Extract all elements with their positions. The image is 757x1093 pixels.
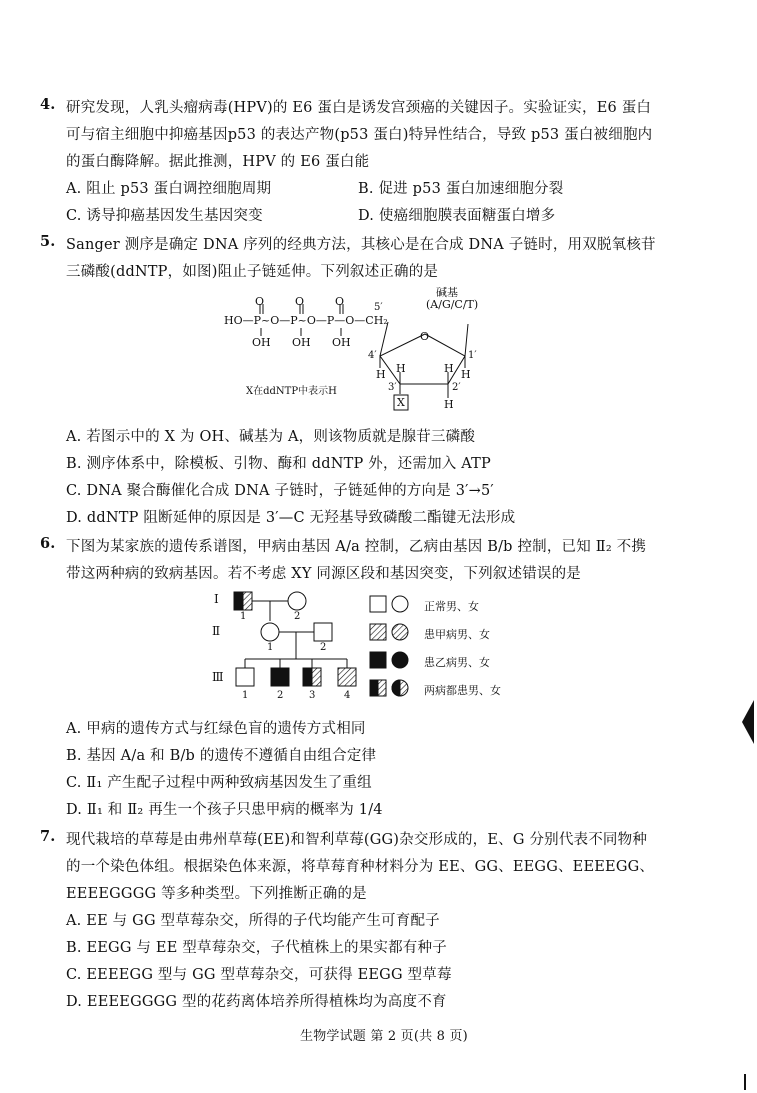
- question-4-option-c: C. 诱导抑癌基因发生基因突变: [66, 208, 263, 224]
- question-6-line-1: 下图为某家族的遗传系谱图，甲病由基因 A/a 控制，乙病由基因 B/b 控制，已知 Ⅱ₂ 不携: [66, 539, 647, 555]
- question-5-line-2: 三磷酸(ddNTP，如图)阻止子链延伸。下列叙述正确的是: [66, 264, 439, 280]
- question-6-option-c: C. Ⅱ₁ 产生配子过程中两种致病基因发生了重组: [66, 775, 372, 791]
- question-7-option-c: C. EEEEGG 型与 GG 型草莓杂交，可获得 EEGG 型草莓: [66, 967, 452, 983]
- gen1-number-2: 2: [294, 611, 301, 622]
- legend-normal: 正常男、女: [424, 600, 479, 613]
- phosphate-oh-2: OH: [292, 336, 311, 349]
- phosphate-oxygen-1: O: [255, 295, 265, 308]
- gen3-number-4: 4: [344, 690, 351, 701]
- gen1-number-1: 1: [240, 611, 247, 622]
- carbon-1-h: H: [461, 368, 471, 381]
- gen3-number-1: 1: [242, 690, 249, 701]
- pedigree-legend: [368, 592, 528, 704]
- legend-both-diseases: 两病都患男、女: [424, 684, 501, 697]
- question-7-option-a: A. EE 与 GG 型草莓杂交，所得的子代均能产生可育配子: [66, 913, 440, 929]
- question-4-option-d: D. 使癌细胞膜表面糖蛋白增多: [358, 208, 556, 224]
- carbon-4-h: H: [376, 368, 386, 381]
- question-7-line-1: 现代栽培的草莓是由弗州草莓(EE)和智利草莓(GG)杂交形成的，E、G 分别代表不同物种: [66, 832, 648, 848]
- legend-symbols-svg: [368, 592, 418, 704]
- base-options-label: (A/G/C/T): [426, 298, 479, 311]
- question-6-option-d: D. Ⅱ₁ 和 Ⅱ₂ 再生一个孩子只患甲病的概率为 1/4: [66, 802, 383, 818]
- generation-1-label: Ⅰ: [214, 592, 219, 606]
- question-5-option-c: C. DNA 聚合酶催化合成 DNA 子链时，子链延伸的方向是 3′→5′: [66, 483, 494, 499]
- legend-disease-yi: 患乙病男、女: [424, 656, 490, 669]
- question-5-number: 5.: [40, 233, 56, 250]
- gen2-number-2: 2: [320, 642, 327, 653]
- question-5-option-a: A. 若图示中的 X 为 OH、碱基为 A，则该物质就是腺苷三磷酸: [66, 429, 476, 445]
- carbon-4-label: 4′: [368, 350, 377, 361]
- phosphate-chain-label: HO—P~O—P~O—P—O—CH₂: [224, 314, 388, 327]
- question-5-option-b: B. 测序体系中，除模板、引物、酶和 ddNTP 外，还需加入 ATP: [66, 456, 491, 472]
- base-label: 碱基: [436, 286, 458, 299]
- carbon-5-label: 5′: [374, 302, 383, 313]
- question-7-line-2: 的一个染色体组。根据染色体来源，将草莓育种材料分为 EE、GG、EEGG、EEEEGG、: [66, 859, 655, 875]
- question-7-line-3: EEEEGGGG 等多种类型。下列推断正确的是: [66, 886, 367, 902]
- question-4-option-b: B. 促进 p53 蛋白加速细胞分裂: [358, 181, 564, 197]
- question-7-number: 7.: [40, 828, 56, 845]
- carbon-3-label: 3′: [388, 382, 397, 393]
- question-4-line-2: 可与宿主细胞中抑癌基因p53 的表达产物(p53 蛋白)特异性结合，导致 p53 蛋白被细胞内: [66, 127, 653, 143]
- pedigree-chart: [210, 588, 370, 710]
- gen2-number-1: 1: [267, 642, 274, 653]
- phosphate-oh-1: OH: [252, 336, 271, 349]
- question-6-number: 6.: [40, 535, 56, 552]
- question-7-option-b: B. EEGG 与 EE 型草莓杂交，子代植株上的果实都有种子: [66, 940, 447, 956]
- legend-disease-jia: 患甲病男、女: [424, 628, 490, 641]
- binding-triangle-mark: [740, 700, 754, 744]
- x-group-label: X: [397, 396, 405, 409]
- phosphate-oxygen-2: O: [295, 295, 305, 308]
- generation-2-label: Ⅱ: [212, 624, 221, 638]
- edge-tick-mark: [744, 1074, 746, 1090]
- question-4-line-3: 的蛋白酶降解。据此推测，HPV 的 E6 蛋白能: [66, 154, 370, 170]
- question-6-option-a: A. 甲病的遗传方式与红绿色盲的遗传方式相同: [66, 721, 366, 737]
- ring-oxygen-label: O: [420, 330, 430, 343]
- generation-3-label: Ⅲ: [212, 670, 224, 684]
- question-5-option-d: D. ddNTP 阻断延伸的原因是 3′—C 无羟基导致磷酸二酯键无法形成: [66, 510, 516, 526]
- ddntp-structure-figure: [220, 284, 520, 420]
- carbon-1-label: 1′: [468, 350, 477, 361]
- question-6-line-2: 带这两种病的致病基因。若不考虑 XY 同源区段和基因突变，下列叙述错误的是: [66, 566, 582, 582]
- question-4-option-a: A. 阻止 p53 蛋白调控细胞周期: [66, 181, 272, 197]
- ddntp-caption: X在ddNTP中表示H: [246, 386, 337, 397]
- question-4-number: 4.: [40, 96, 56, 113]
- carbon-2-label: 2′: [452, 382, 461, 393]
- question-6-option-b: B. 基因 A/a 和 B/b 的遗传不遵循自由组合定律: [66, 748, 377, 764]
- carbon-2-h-upper: H: [444, 362, 454, 375]
- carbon-3-h: H: [396, 362, 406, 375]
- question-5-line-1: Sanger 测序是确定 DNA 序列的经典方法，其核心是在合成 DNA 子链时，用双脱氧核苷: [66, 237, 656, 253]
- phosphate-oxygen-3: O: [335, 295, 345, 308]
- gen3-number-2: 2: [277, 690, 284, 701]
- question-7-option-d: D. EEEEGGGG 型的花药离体培养所得植株均为高度不育: [66, 994, 447, 1010]
- gen3-number-3: 3: [309, 690, 316, 701]
- phosphate-oh-3: OH: [332, 336, 351, 349]
- carbon-2-h-lower: H: [444, 398, 454, 411]
- question-4-line-1: 研究发现，人乳头瘤病毒(HPV)的 E6 蛋白是诱发宫颈癌的关键因子。实验证实，E6 蛋白: [66, 100, 652, 116]
- page-footer: 生物学试题 第 2 页(共 8 页): [300, 1029, 468, 1044]
